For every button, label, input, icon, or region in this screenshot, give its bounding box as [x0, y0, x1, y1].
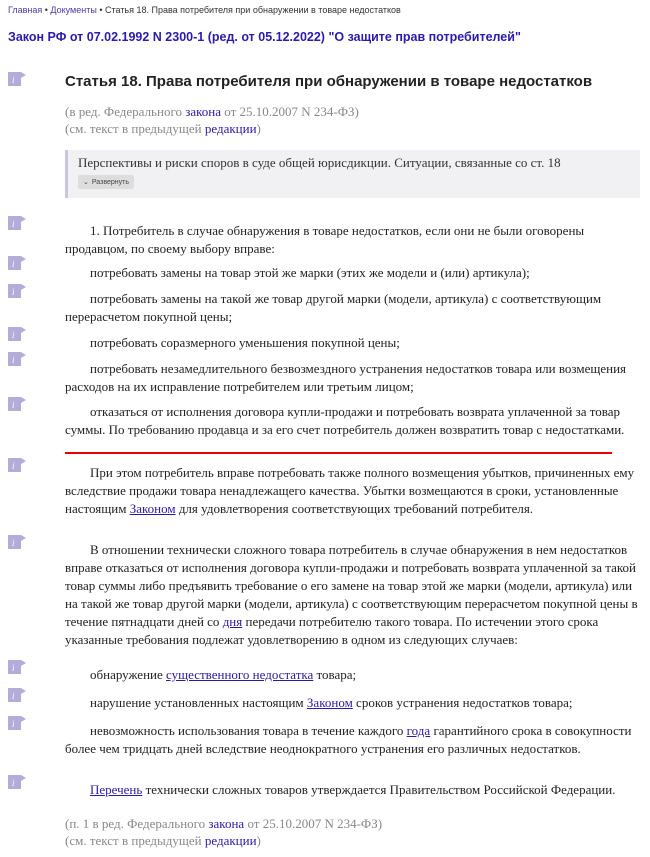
paragraph [65, 541, 640, 649]
paragraph-text: товара; [313, 667, 357, 682]
paragraph-text: невозможность использования товара в течение каждого [90, 723, 407, 738]
paragraph [65, 403, 640, 439]
info-icon[interactable] [8, 458, 26, 472]
svg-text:i: i [12, 691, 15, 701]
paragraph-text: технически сложных товаров утверждается Правительством Российской Федерации. [142, 782, 616, 797]
inline-link[interactable]: Законом [129, 501, 176, 516]
inline-link[interactable]: существенного недостатка [166, 667, 314, 682]
svg-text:i: i [12, 219, 15, 229]
paragraph-text: потребовать замены на такой же товар другой марки (модели, артикула) с соответствующим перерасчетом покупной цены; [65, 291, 602, 324]
paragraph-text: потребовать замены на товар этой же марки (этих же модели и (или) артикула); [90, 265, 530, 280]
paragraph-text: потребовать незамедлительного безвозмездного устранения недостатков товара или возмещения расходов на их исправление потребителем или третьим лицом; [65, 361, 627, 394]
law-link[interactable]: закона [185, 104, 221, 119]
svg-text:i: i [12, 330, 15, 340]
paragraph-text: передачи потребителю такого товара. По истечении этого срока указанные требования подлежат удовлетворению в одном из следующих случаев: [65, 614, 599, 647]
info-icon[interactable] [8, 397, 26, 411]
previous-edition-link[interactable]: редакции [204, 121, 257, 136]
svg-text:i: i [12, 719, 15, 729]
inline-link[interactable]: Законом [306, 695, 353, 710]
svg-text:i: i [12, 663, 15, 673]
svg-text:i: i [12, 400, 15, 410]
info-icon[interactable] [8, 216, 26, 230]
info-icon[interactable] [8, 352, 26, 366]
paragraph [65, 666, 640, 684]
breadcrumb-documents[interactable]: Документы [50, 5, 97, 15]
paragraph-text: В отношении технически сложного товара потребитель в случае обнаружения в нем недостатков вправе отказаться от исполнения договора купли-продажи и потребовать возврата уплаченной за такой товар суммы либо предъявить требование о его замене на товар этой же марки (модели, артикула) или на такой же товар другой марки (модели, артикула) с соответствующим перерасчетом покупной цены в течение пятнадцати дней со [65, 542, 638, 629]
paragraph [65, 264, 640, 282]
inline-link[interactable]: Перечень [90, 782, 143, 797]
paragraph-text: обнаружение [90, 667, 167, 682]
svg-text:i: i [12, 75, 15, 85]
info-icon[interactable] [8, 660, 26, 674]
paragraph-text: нарушение установленных настоящим [90, 695, 307, 710]
svg-text:i: i [12, 461, 15, 471]
paragraph-text: потребовать соразмерного уменьшения покупной цены; [90, 335, 400, 350]
previous-edition-link-2[interactable]: редакции [204, 833, 257, 848]
chevron-down-icon: ⌄ [83, 179, 89, 186]
breadcrumb-current: Статья 18. Права потребителя при обнаружении в товаре недостатков [104, 5, 401, 15]
svg-text:i: i [12, 778, 15, 788]
paragraph [65, 222, 640, 258]
info-icon[interactable] [8, 327, 26, 341]
svg-text:i: i [12, 287, 15, 297]
breadcrumb: Главная • Документы • Статья 18. Права потребителя при обнаружении в товаре недостатков [8, 5, 401, 15]
paragraph-text: для удовлетворения соответствующих требований потребителя. [175, 501, 534, 516]
info-icon[interactable] [8, 256, 26, 270]
inline-link[interactable]: дня [222, 614, 243, 629]
paragraph-text: При этом потребитель вправе потребовать также полного возмещения убытков, причиненных ему вследствие продажи товара ненадлежащего качества. Убытки возмещаются в сроки, установленные настоящим [65, 465, 635, 516]
law-link-2[interactable]: закона [208, 816, 245, 831]
paragraph [65, 694, 640, 712]
document-title[interactable]: Закон РФ от 07.02.1992 N 2300-1 (ред. от 05.12.2022) "О защите прав потребителей" [8, 30, 521, 44]
paragraph-text: гарантийного срока в совокупности более чем тридцать дней вследствие неоднократного устранения его различных недостатков. [65, 723, 632, 756]
info-icon[interactable] [8, 72, 26, 86]
inline-link[interactable]: года [406, 723, 431, 738]
info-icon[interactable] [8, 535, 26, 549]
info-icon[interactable] [8, 775, 26, 789]
revision-note: (в ред. Федерального закона от 25.10.2007 N 234-ФЗ) (см. текст в предыдущей редакции) [65, 104, 359, 136]
paragraph-text: сроков устранения недостатков товара; [352, 695, 573, 710]
svg-text:i: i [12, 538, 15, 548]
paragraph [65, 360, 640, 396]
info-icon[interactable] [8, 688, 26, 702]
article-title: Статья 18. Права потребителя при обнаружении в товаре недостатков [65, 73, 593, 90]
expand-button[interactable]: ⌄ Развернуть [78, 175, 134, 189]
practice-box-text: Перспективы и риски споров в суде общей юрисдикции. Ситуации, связанные со ст. 18 [78, 155, 561, 170]
paragraph-text: 1. Потребитель в случае обнаружения в товаре недостатков, если они не были оговорены продавцом, по своему выбору вправе: [65, 223, 585, 256]
svg-text:i: i [12, 355, 15, 365]
info-icon[interactable] [8, 284, 26, 298]
paragraph [65, 464, 640, 518]
paragraph [65, 722, 640, 758]
info-icon[interactable] [8, 716, 26, 730]
paragraph [65, 334, 640, 352]
breadcrumb-home[interactable]: Главная [8, 5, 43, 15]
paragraph-text: отказаться от исполнения договора купли-продажи и потребовать возврата уплаченной за товар суммы. По требованию продавца и за его счет потребитель должен возвратить товар с недостатками. [65, 404, 625, 437]
paragraph [65, 781, 640, 799]
practice-box [65, 150, 640, 198]
revision-note-2: (п. 1 в ред. Федерального закона от 25.10.2007 N 234-ФЗ) (см. текст в предыдущей редакции) [65, 816, 383, 848]
svg-text:i: i [12, 259, 15, 269]
red-underline-highlight [65, 452, 612, 454]
paragraph [65, 290, 640, 326]
